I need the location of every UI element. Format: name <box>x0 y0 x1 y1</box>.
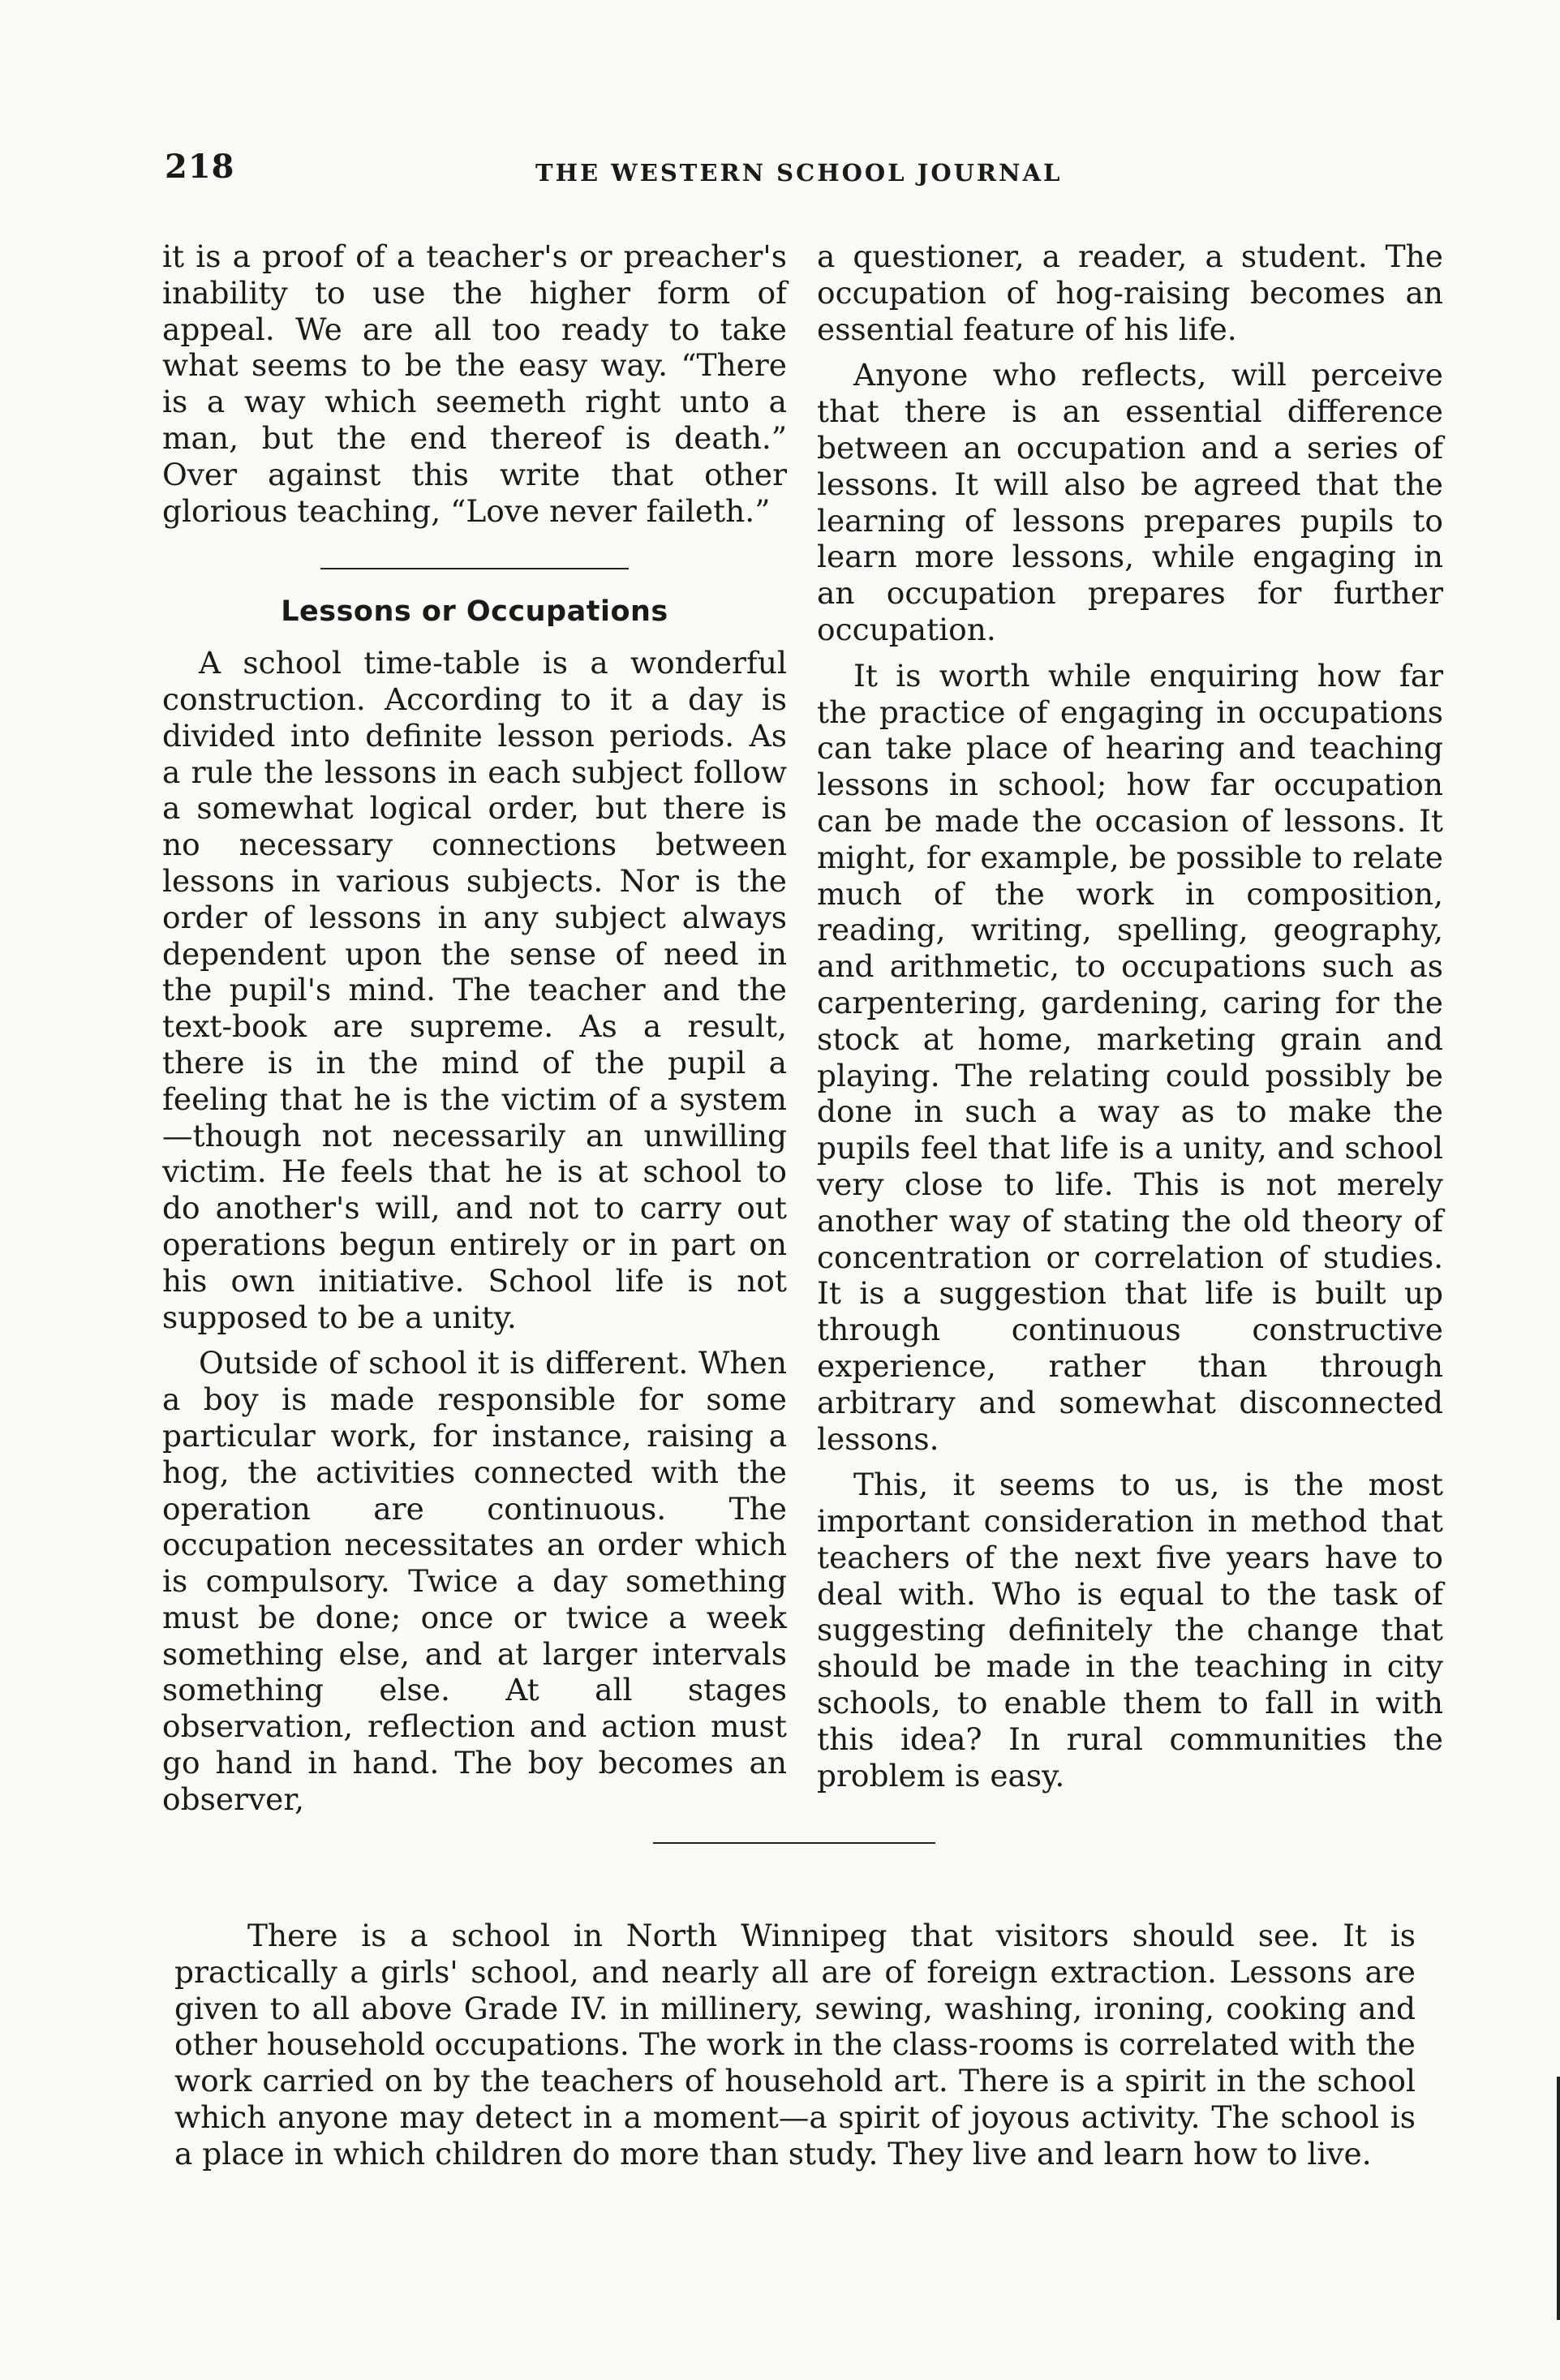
running-head: THE WESTERN SCHOOL JOURNAL <box>535 159 1063 187</box>
page-number: 218 <box>165 148 235 186</box>
footer-note-paragraph: There is a school in North Winnipeg that visitors should see. It is practically a girls' school, and nearly all are of foreign extraction. Lessons are given to all above Grade IV. in millinery, sewing, washing, ironing, cooking and other household occupations. The work in the class-rooms is correlated with the work carried on by the teachers of household art. There is a spirit in the school which anyone may detect in a moment—a spirit of joyous activity. The school is a place in which children do more than study. They live and learn how to live. <box>174 1918 1416 2172</box>
body-paragraph: A school time-table is a wonderful construction. According to it a day is divided into definite lesson periods. As a rule the lessons in each subject follow a somewhat logical order, but there is no necessary connections between lessons in various subjects. Nor is the order of lessons in any subject always dependent upon the sense of need in the pupil's mind. The teacher and the text-book are supreme. As a result, there is in the mind of the pupil a feeling that he is the victim of a system —though not necessarily an unwilling victim. He feels that he is at school to do another's will, and not to carry out operations begun entirely or in part on his own initiative. School life is not supposed to be a unity. <box>162 645 787 1335</box>
left-column <box>162 238 787 1828</box>
body-paragraph: This, it seems to us, is the most important consideration in method that teachers of the next five years have to deal with. Who is equal to the task of suggesting definitely the change that should be made in the teaching in city schools, to enable them to fall in with this idea? In rural communities the problem is easy. <box>817 1467 1443 1794</box>
body-paragraph: Anyone who reflects, will perceive that there is an essential difference between an occupation and a series of lessons. It will also be agreed that the learning of lessons prepares pupils to learn more lessons, while engaging in an occupation prepares for further occupation. <box>817 357 1443 647</box>
body-paragraph: It is worth while enquiring how far the practice of engaging in occupations can take place of hearing and teaching lessons in school; how far occupation can be made the occasion of lessons. It might, for example, be possible to relate much of the work in composition, reading, writing, spelling, geography, and arithmetic, to occupations such as carpentering, gardening, caring for the stock at home, marketing grain and playing. The relating could possibly be done in such a way as to make the pupils feel that life is a unity, and school very close to life. This is not merely another way of stating the old theory of concentration or correlation of studies. It is a suggestion that life is built up through continuous constructive experience, rather than through arbitrary and somewhat disconnected lessons. <box>817 657 1443 1457</box>
body-paragraph: Outside of school it is different. When a boy is made responsible for some particular work, for instance, raising a hog, the activities connected with the operation are continuous. The occupation necessitates an order which is compulsory. Twice a day something must be done; once or twice a week something else, and at larger intervals something else. At all stages observation, reflection and action must go hand in hand. The boy becomes an observer, <box>162 1345 787 1817</box>
footer-note <box>174 1918 1416 2172</box>
body-paragraph: a questioner, a reader, a student. The occupation of hog-raising becomes an essential feature of his life. <box>817 238 1443 347</box>
scan-edge-mark <box>1557 2077 1560 2320</box>
section-divider <box>320 568 629 569</box>
article-divider <box>653 1842 935 1844</box>
section-heading: Lessons or Occupations <box>281 595 668 629</box>
right-column <box>817 238 1443 1803</box>
continuation-paragraph: it is a proof of a teacher's or preacher's inability to use the higher form of appeal. We are all too ready to take what seems to be the easy way. “There is a way which seemeth right unto a man, but the end thereof is death.” Over against this write that other glorious teaching, “Love never faileth.” <box>162 238 787 529</box>
